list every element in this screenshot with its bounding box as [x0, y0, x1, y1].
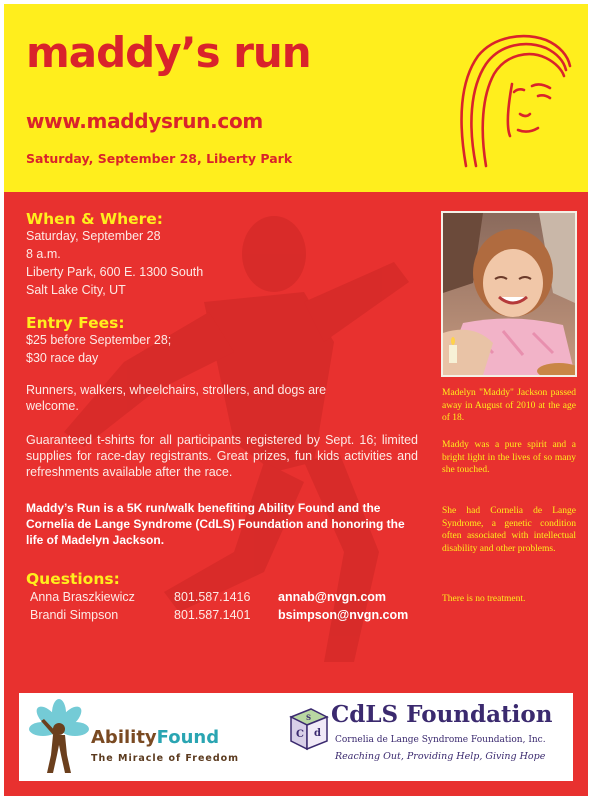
- contact-email[interactable]: annab@nvgn.com: [278, 590, 387, 604]
- sponsor-logos: [19, 693, 573, 781]
- ability-found-tagline: The Miracle of Freedom: [91, 753, 240, 764]
- maddy-bio-paragraph: Madelyn "Maddy" Jackson passed away in August of 2010 at the age of 18.: [442, 388, 576, 423]
- maddy-photo: [441, 211, 577, 377]
- maddy-photo-image: [443, 213, 575, 375]
- cdls-block-icon: [287, 705, 329, 769]
- sponsor-footer: [4, 678, 588, 796]
- when-where-line: Salt Lake City, UT: [26, 283, 126, 297]
- maddy-bio-paragraph: She had Cornelia de Lange Syndrome, a genetic condition often associated with intellectual disability and other problems.: [442, 506, 576, 554]
- maddy-face-logo: [454, 26, 572, 176]
- contact-name: Brandi Simpson: [30, 608, 119, 622]
- event-date-location: Saturday, September 28, Liberty Park: [26, 151, 293, 166]
- flyer-header: [4, 4, 588, 192]
- contact-phone: 801.587.1401: [174, 608, 251, 622]
- about-text: Maddy’s Run is a 5K run/walk benefiting Ability Found and the Cornelia de Lange Syndrome (CdLS) Foundation and honoring the life of Madelyn Jackson.: [26, 501, 405, 547]
- when-where-line: 8 a.m.: [26, 247, 61, 261]
- entry-fees-heading: Entry Fees:: [26, 314, 125, 332]
- when-where-heading: When & Where:: [26, 210, 163, 228]
- cdls-block-letter: C: [296, 729, 304, 740]
- tshirt-text: Guaranteed t-shirts for all participants registered by Sept. 16; limited supplies for race-day registrants. Great prizes, fun kids activities and refreshments available after the race.: [26, 433, 418, 479]
- maddy-bio-paragraph: There is no treatment.: [442, 594, 526, 604]
- cdls-block-letter: d: [314, 728, 321, 739]
- cdls-foundation-name: CdLS Foundation: [331, 701, 553, 728]
- cdls-block-letter: S: [306, 713, 312, 722]
- cdls-full-name: Cornelia de Lange Syndrome Foundation, Inc.: [335, 735, 546, 745]
- maddy-bio-paragraph: Maddy was a pure spirit and a bright light in the lives of so many she touched.: [442, 440, 576, 475]
- contact-name: Anna Braszkiewicz: [30, 590, 135, 604]
- event-website[interactable]: www.maddysrun.com: [26, 109, 263, 133]
- ability-found-flower-icon: [29, 699, 89, 775]
- questions-heading: Questions:: [26, 570, 120, 588]
- entry-fee-line: $30 race day: [26, 351, 99, 365]
- welcome-text: Runners, walkers, wheelchairs, strollers, and dogs are welcome.: [26, 383, 327, 413]
- contact-phone: 801.587.1416: [174, 590, 251, 604]
- when-where-line: Saturday, September 28: [26, 229, 161, 243]
- flyer-body: [4, 192, 588, 678]
- contact-email[interactable]: bsimpson@nvgn.com: [278, 608, 409, 622]
- ability-found-word-1: Ability: [91, 727, 157, 748]
- ability-found-name: [91, 727, 219, 748]
- event-title: maddy’s run: [26, 28, 311, 77]
- cdls-tagline: Reaching Out, Providing Help, Giving Hope: [335, 751, 546, 762]
- entry-fee-line: $25 before September 28;: [26, 333, 172, 347]
- when-where-line: Liberty Park, 600 E. 1300 South: [26, 265, 204, 279]
- ability-found-word-2: Found: [156, 727, 220, 748]
